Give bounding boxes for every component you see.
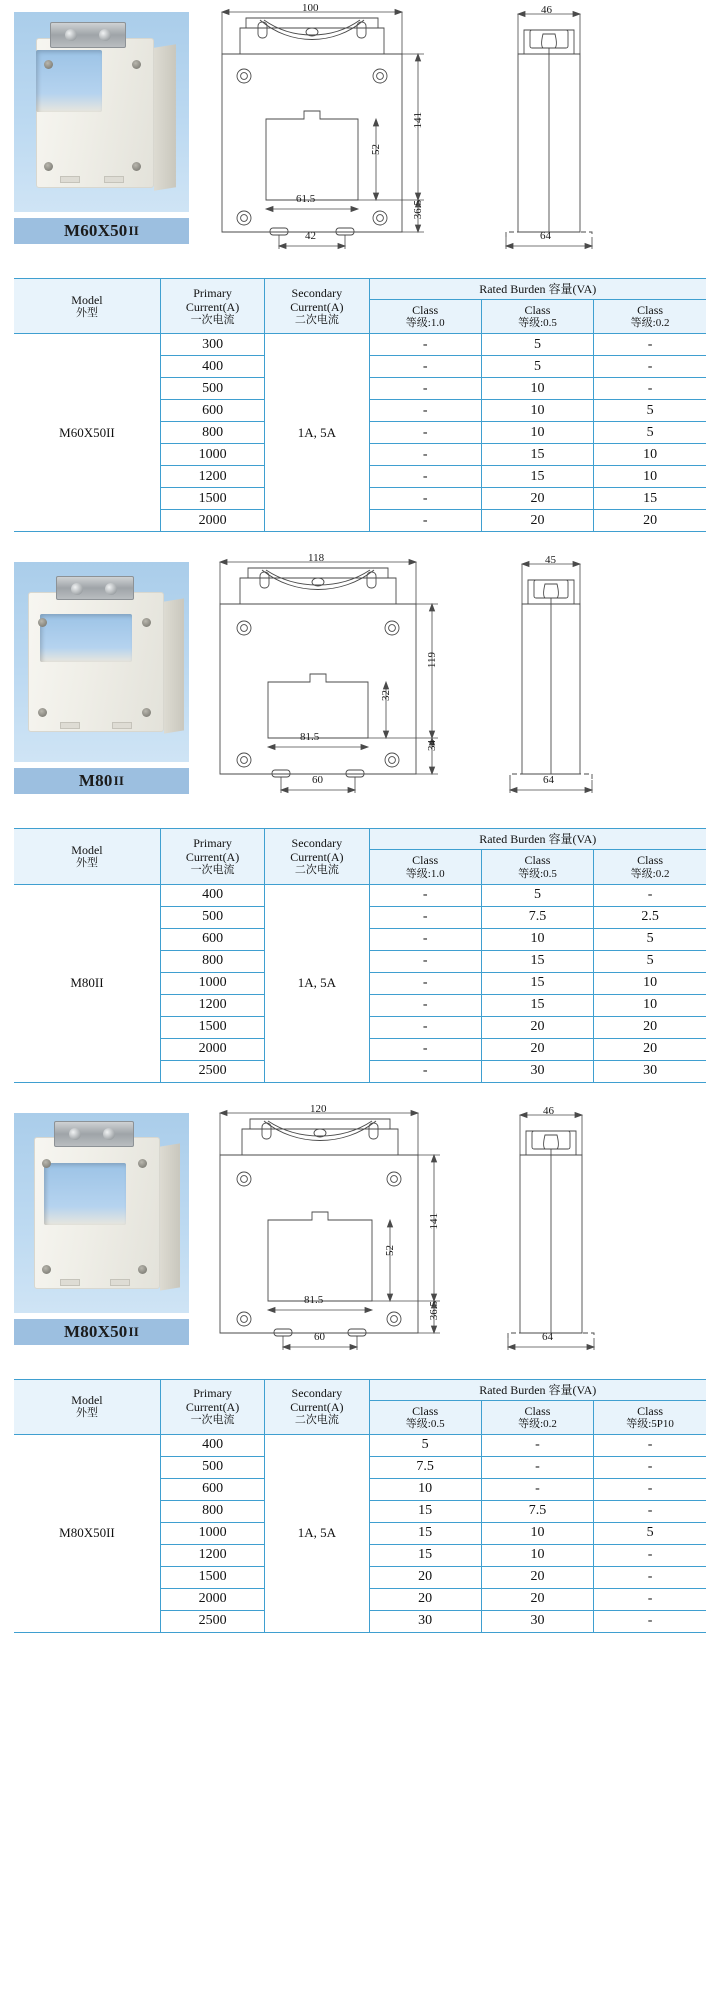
dim-inner-width: 81.5	[304, 1293, 324, 1306]
header-class-label: Class	[412, 853, 439, 868]
model-caption-text: M80	[78, 771, 113, 791]
ct-busbar-window	[36, 50, 102, 112]
cell-burden: -	[369, 488, 481, 510]
product-block-3	[0, 1101, 720, 1363]
header-secondary-current	[265, 279, 369, 334]
product-block-2	[0, 550, 720, 812]
cell-burden: 30	[594, 1060, 706, 1082]
header-class-2	[481, 300, 593, 334]
header-class-2	[481, 1400, 593, 1434]
header-class-value: 等级:1.0	[405, 867, 445, 880]
cell-primary: 2500	[160, 1610, 264, 1632]
cell-burden: 15	[481, 466, 593, 488]
cell-burden: -	[369, 906, 481, 928]
cell-burden: 5	[481, 356, 593, 378]
cell-burden: 15	[481, 950, 593, 972]
header-secondary-current	[265, 829, 369, 884]
header-secondary-en: Secondary	[291, 285, 343, 300]
product-photo	[14, 562, 189, 762]
cell-burden: -	[369, 1060, 481, 1082]
header-primary-cn: 一次电流	[190, 313, 235, 326]
cell-model: M80II	[14, 884, 160, 1082]
cell-primary: 600	[160, 928, 264, 950]
cell-primary: 400	[160, 1434, 264, 1456]
cell-burden: 20	[594, 510, 706, 532]
cell-burden: -	[481, 1478, 593, 1500]
header-rated-burden: Rated Burden 容量(VA)	[369, 279, 706, 300]
header-primary-current	[160, 829, 264, 884]
header-secondary-unit: Current(A)	[290, 299, 344, 314]
cell-burden: 30	[481, 1610, 593, 1632]
cell-primary: 2000	[160, 1038, 264, 1060]
cell-burden: -	[369, 422, 481, 444]
header-class-value: 等级:0.5	[405, 1417, 445, 1430]
model-caption-numeral: II	[128, 223, 140, 238]
header-class-label: Class	[412, 303, 439, 318]
cell-burden: -	[369, 444, 481, 466]
dim-side-depth: 64	[542, 1330, 553, 1343]
cell-burden: 20	[481, 1038, 593, 1060]
photo-column	[0, 550, 200, 794]
header-class-value: 等级:0.5	[518, 867, 557, 880]
cell-model: M60X50II	[14, 334, 160, 532]
spec-table-3	[14, 1379, 706, 1633]
cell-burden: 5	[594, 950, 706, 972]
ct-foot	[104, 176, 124, 183]
header-secondary-unit: Current(A)	[290, 849, 344, 864]
header-model-cn: 外型	[75, 306, 98, 319]
header-class-label: Class	[524, 303, 551, 318]
cell-primary: 300	[160, 334, 264, 356]
ct-foot	[60, 722, 80, 729]
cell-primary: 500	[160, 906, 264, 928]
mounting-hole-icon	[132, 162, 141, 171]
header-secondary-en: Secondary	[291, 835, 343, 850]
cell-secondary: 1A, 5A	[265, 334, 369, 532]
cell-burden: 15	[481, 972, 593, 994]
cell-primary: 1500	[160, 488, 264, 510]
cell-burden: 30	[369, 1610, 481, 1632]
header-class-label: Class	[637, 853, 664, 868]
spec-table-body	[14, 1434, 706, 1632]
header-secondary-en: Secondary	[291, 1386, 343, 1401]
mounting-hole-icon	[132, 60, 141, 69]
cell-burden: -	[594, 884, 706, 906]
model-caption-text: M80X50	[63, 1321, 128, 1341]
ct-side-face	[160, 1143, 180, 1290]
mounting-hole-icon	[44, 162, 53, 171]
cad-drawing-1	[200, 6, 700, 262]
header-class-value: 等级:0.2	[630, 317, 670, 330]
mounting-hole-icon	[44, 60, 53, 69]
dim-front-width: 118	[308, 552, 325, 565]
cell-primary: 1200	[160, 994, 264, 1016]
cell-primary: 1000	[160, 1522, 264, 1544]
table-row	[14, 334, 706, 356]
table-row	[14, 884, 706, 906]
cell-burden: -	[594, 1610, 706, 1632]
cell-burden: 10	[369, 1478, 481, 1500]
header-secondary-current	[265, 1379, 369, 1434]
header-class-2	[481, 850, 593, 884]
cell-burden: 5	[594, 1522, 706, 1544]
cell-burden: 5	[594, 928, 706, 950]
mounting-hole-icon	[42, 1159, 51, 1168]
cell-burden: 7.5	[369, 1456, 481, 1478]
dim-inner-height: 52	[370, 144, 382, 155]
header-primary-unit: Current(A)	[185, 299, 240, 314]
ct-busbar-window	[40, 614, 132, 662]
model-caption-text: M60X50	[63, 221, 128, 240]
header-rated-burden: Rated Burden 容量(VA)	[369, 1379, 706, 1400]
cell-primary: 400	[160, 884, 264, 906]
header-model-en: Model	[71, 1393, 103, 1408]
dim-inner-height: 32	[380, 690, 392, 702]
cell-secondary: 1A, 5A	[265, 884, 369, 1082]
cell-primary: 600	[160, 1478, 264, 1500]
cell-burden: 20	[594, 1016, 706, 1038]
cell-burden: 10	[594, 994, 706, 1016]
cell-burden: -	[594, 1500, 706, 1522]
header-class-label: Class	[524, 853, 551, 868]
model-caption-2	[14, 768, 189, 794]
header-model	[14, 279, 160, 334]
cell-burden: 10	[481, 1544, 593, 1566]
dim-side-width: 45	[545, 554, 556, 567]
ct-terminal-block	[54, 1121, 134, 1147]
dim-bottom-height: 34	[426, 740, 438, 752]
cell-burden: -	[369, 884, 481, 906]
dim-total-height: 141	[412, 112, 424, 129]
cell-primary: 1200	[160, 1544, 264, 1566]
dim-inner-width: 81.5	[300, 731, 320, 744]
header-primary-cn: 一次电流	[190, 864, 235, 877]
cell-primary: 800	[160, 1500, 264, 1522]
header-primary-cn: 一次电流	[190, 1414, 235, 1427]
header-model-en: Model	[71, 842, 103, 857]
cell-primary: 800	[160, 422, 264, 444]
table-row	[14, 1434, 706, 1456]
photo-column	[0, 1101, 200, 1345]
cad-drawing-3	[200, 1104, 700, 1363]
cell-burden: -	[369, 972, 481, 994]
dim-total-height: 119	[426, 652, 438, 669]
cell-burden: 15	[369, 1522, 481, 1544]
product-photo	[14, 1113, 189, 1313]
cell-primary: 2000	[160, 510, 264, 532]
dim-foot-spacing: 60	[312, 774, 323, 787]
dim-side-width: 46	[541, 4, 552, 16]
cell-burden: 15	[481, 444, 593, 466]
header-model	[14, 829, 160, 884]
cell-model: M80X50II	[14, 1434, 160, 1632]
cell-burden: 20	[481, 1588, 593, 1610]
cell-burden: -	[481, 1434, 593, 1456]
cell-burden: 15	[369, 1544, 481, 1566]
cell-burden: 10	[594, 972, 706, 994]
header-secondary-unit: Current(A)	[290, 1400, 344, 1415]
cell-burden: 20	[481, 1016, 593, 1038]
cell-burden: -	[594, 1434, 706, 1456]
cell-primary: 800	[160, 950, 264, 972]
cell-burden: 15	[369, 1500, 481, 1522]
header-class-label: Class	[637, 303, 664, 318]
technical-drawings-1	[200, 0, 720, 262]
cell-burden: -	[369, 928, 481, 950]
mounting-hole-icon	[42, 1265, 51, 1274]
header-class-value: 等级:0.2	[518, 1417, 557, 1430]
cell-primary: 1000	[160, 444, 264, 466]
spec-table-1	[14, 278, 706, 532]
ct-foot	[60, 176, 80, 183]
header-model-cn: 外型	[75, 1407, 98, 1420]
cell-burden: -	[369, 400, 481, 422]
product-photo	[14, 12, 189, 212]
header-class-value: 等级:1.0	[405, 317, 445, 330]
dim-front-width: 120	[310, 1102, 327, 1115]
header-rated-burden: Rated Burden 容量(VA)	[369, 829, 706, 850]
photo-column	[0, 0, 200, 244]
spec-table-body	[14, 884, 706, 1082]
ct-foot	[110, 1279, 130, 1286]
cell-burden: -	[594, 1566, 706, 1588]
section-divider	[0, 1083, 720, 1101]
header-class-3	[594, 300, 706, 334]
cell-burden: 2.5	[594, 906, 706, 928]
mounting-hole-icon	[138, 1265, 147, 1274]
cell-burden: 30	[481, 1060, 593, 1082]
cell-burden: 20	[594, 1038, 706, 1060]
cell-primary: 1500	[160, 1016, 264, 1038]
model-caption-3	[14, 1319, 189, 1345]
cell-burden: -	[481, 1456, 593, 1478]
header-primary-en: Primary	[193, 1386, 232, 1401]
header-primary-current	[160, 1379, 264, 1434]
cell-burden: 20	[369, 1588, 481, 1610]
cell-burden: 10	[481, 1522, 593, 1544]
cell-burden: 10	[594, 444, 706, 466]
dim-inner-width: 61.5	[296, 193, 316, 205]
dim-side-depth: 64	[543, 774, 554, 787]
cell-primary: 1500	[160, 1566, 264, 1588]
cell-burden: 10	[481, 378, 593, 400]
header-class-label: Class	[524, 1403, 551, 1418]
cell-burden: 5	[481, 884, 593, 906]
ct-side-face	[164, 599, 184, 734]
header-class-3	[594, 850, 706, 884]
cell-primary: 600	[160, 400, 264, 422]
header-secondary-cn: 二次电流	[294, 864, 339, 877]
dim-side-width: 46	[543, 1104, 554, 1117]
cell-primary: 2500	[160, 1060, 264, 1082]
header-primary-en: Primary	[193, 285, 232, 300]
cell-burden: -	[369, 334, 481, 356]
model-caption-numeral: II	[128, 1323, 140, 1339]
section-divider	[0, 532, 720, 550]
cell-burden: 15	[594, 488, 706, 510]
dim-inner-height: 52	[384, 1244, 396, 1256]
dim-foot-spacing: 60	[314, 1330, 325, 1343]
cell-primary: 500	[160, 378, 264, 400]
ct-terminal-block	[56, 576, 134, 600]
spec-table-body	[14, 334, 706, 532]
cell-burden: -	[369, 510, 481, 532]
header-secondary-cn: 二次电流	[294, 313, 339, 326]
cell-burden: 10	[594, 466, 706, 488]
dim-side-depth: 64	[540, 230, 551, 242]
header-primary-en: Primary	[193, 835, 232, 850]
cell-primary: 1200	[160, 466, 264, 488]
cell-burden: -	[594, 1588, 706, 1610]
cell-burden: -	[369, 1016, 481, 1038]
header-class-1	[369, 1400, 481, 1434]
model-caption-numeral: II	[113, 773, 125, 789]
cell-burden: -	[369, 950, 481, 972]
spec-table-head	[14, 829, 706, 884]
cell-primary: 2000	[160, 1588, 264, 1610]
dim-bottom-height: 36.5	[412, 200, 424, 220]
header-model-cn: 外型	[75, 857, 98, 870]
ct-terminal-block	[50, 22, 126, 48]
cell-secondary: 1A, 5A	[265, 1434, 369, 1632]
cell-burden: -	[594, 378, 706, 400]
header-model-en: Model	[71, 292, 103, 307]
mounting-hole-icon	[138, 1159, 147, 1168]
cell-burden: 5	[481, 334, 593, 356]
cell-burden: -	[369, 994, 481, 1016]
cell-burden: 15	[481, 994, 593, 1016]
ct-side-face	[154, 44, 176, 190]
header-primary-unit: Current(A)	[185, 1400, 240, 1415]
cell-burden: 7.5	[481, 906, 593, 928]
cell-burden: 5	[369, 1434, 481, 1456]
header-class-value: 等级:0.5	[518, 317, 557, 330]
dim-total-height: 141	[428, 1212, 440, 1230]
product-block-1	[0, 0, 720, 262]
cell-burden: -	[369, 1038, 481, 1060]
dim-bottom-height: 36.5	[428, 1300, 440, 1320]
header-class-label: Class	[637, 1403, 664, 1418]
technical-drawings-3	[200, 1101, 720, 1363]
header-class-value: 等级:0.2	[630, 867, 670, 880]
cell-primary: 1000	[160, 972, 264, 994]
cell-primary: 500	[160, 1456, 264, 1478]
cell-burden: -	[594, 1456, 706, 1478]
cell-burden: 10	[481, 400, 593, 422]
cell-burden: -	[594, 334, 706, 356]
header-class-1	[369, 300, 481, 334]
cell-burden: 7.5	[481, 1500, 593, 1522]
cell-burden: 10	[481, 928, 593, 950]
spec-table-head	[14, 1379, 706, 1434]
header-class-label: Class	[412, 1403, 439, 1418]
header-model	[14, 1379, 160, 1434]
technical-drawings-2	[200, 550, 720, 812]
cell-burden: -	[594, 1478, 706, 1500]
cell-primary: 400	[160, 356, 264, 378]
cell-burden: 20	[481, 488, 593, 510]
header-secondary-cn: 二次电流	[294, 1414, 339, 1427]
ct-foot	[60, 1279, 80, 1286]
spec-table-2	[14, 828, 706, 1082]
cell-burden: 5	[594, 422, 706, 444]
cell-burden: -	[594, 356, 706, 378]
cell-burden: -	[369, 378, 481, 400]
header-primary-unit: Current(A)	[185, 849, 240, 864]
ct-busbar-window	[44, 1163, 126, 1225]
header-class-3	[594, 1400, 706, 1434]
cell-burden: 20	[481, 510, 593, 532]
dim-front-width: 100	[302, 2, 319, 14]
cell-burden: 20	[369, 1566, 481, 1588]
cell-burden: -	[594, 1544, 706, 1566]
header-class-value: 等级:5P10	[626, 1417, 674, 1430]
ct-foot	[112, 722, 132, 729]
spec-table-head	[14, 279, 706, 334]
cell-burden: -	[369, 356, 481, 378]
cell-burden: 10	[481, 422, 593, 444]
dim-foot-spacing: 42	[305, 230, 316, 242]
model-caption-1	[14, 218, 189, 244]
cell-burden: -	[369, 466, 481, 488]
header-class-1	[369, 850, 481, 884]
cell-burden: 5	[594, 400, 706, 422]
cell-burden: 20	[481, 1566, 593, 1588]
header-primary-current	[160, 279, 264, 334]
cad-drawing-2	[200, 556, 700, 812]
